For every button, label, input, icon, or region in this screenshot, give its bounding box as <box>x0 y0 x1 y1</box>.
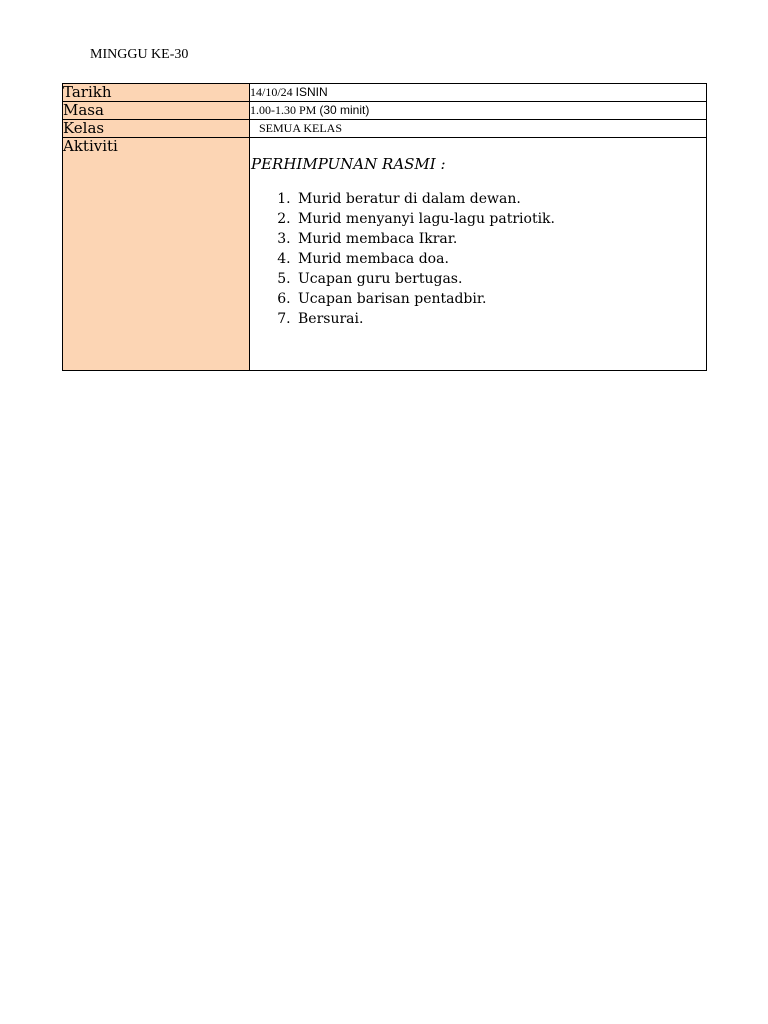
row-aktiviti <box>63 138 707 371</box>
value-tarikh <box>250 84 707 102</box>
label-tarikh: Tarikh <box>63 84 250 102</box>
label-kelas: Kelas <box>63 120 250 138</box>
value-kelas: SEMUA KELAS <box>250 120 707 138</box>
list-item: 6. Ucapan barisan pentadbir. <box>295 289 706 309</box>
row-kelas <box>63 120 707 138</box>
activity-title: PERHIMPUNAN RASMI : <box>251 155 446 173</box>
row-masa <box>63 102 707 120</box>
date-text: 14/10/24 <box>250 85 293 99</box>
value-masa <box>250 102 707 120</box>
duration-text: (30 minit) <box>319 103 370 117</box>
value-aktiviti <box>250 138 707 371</box>
label-aktiviti: Aktiviti <box>63 138 250 371</box>
week-heading: MINGGU KE-30 <box>90 47 189 62</box>
schedule-table <box>62 83 707 371</box>
list-item: 4. Murid membaca doa. <box>295 249 706 269</box>
row-tarikh <box>63 84 707 102</box>
time-text: 1.00-1.30 PM <box>250 103 317 117</box>
label-masa: Masa <box>63 102 250 120</box>
list-item: 1. Murid beratur di dalam dewan. <box>295 189 706 209</box>
list-item: 2. Murid menyanyi lagu-lagu patriotik. <box>295 209 706 229</box>
day-text: ISNIN <box>295 85 328 99</box>
list-item: 3. Murid membaca Ikrar. <box>295 229 706 249</box>
list-item: 5. Ucapan guru bertugas. <box>295 269 706 289</box>
activity-steps <box>250 189 706 329</box>
list-item: 7. Bersurai. <box>295 309 706 329</box>
